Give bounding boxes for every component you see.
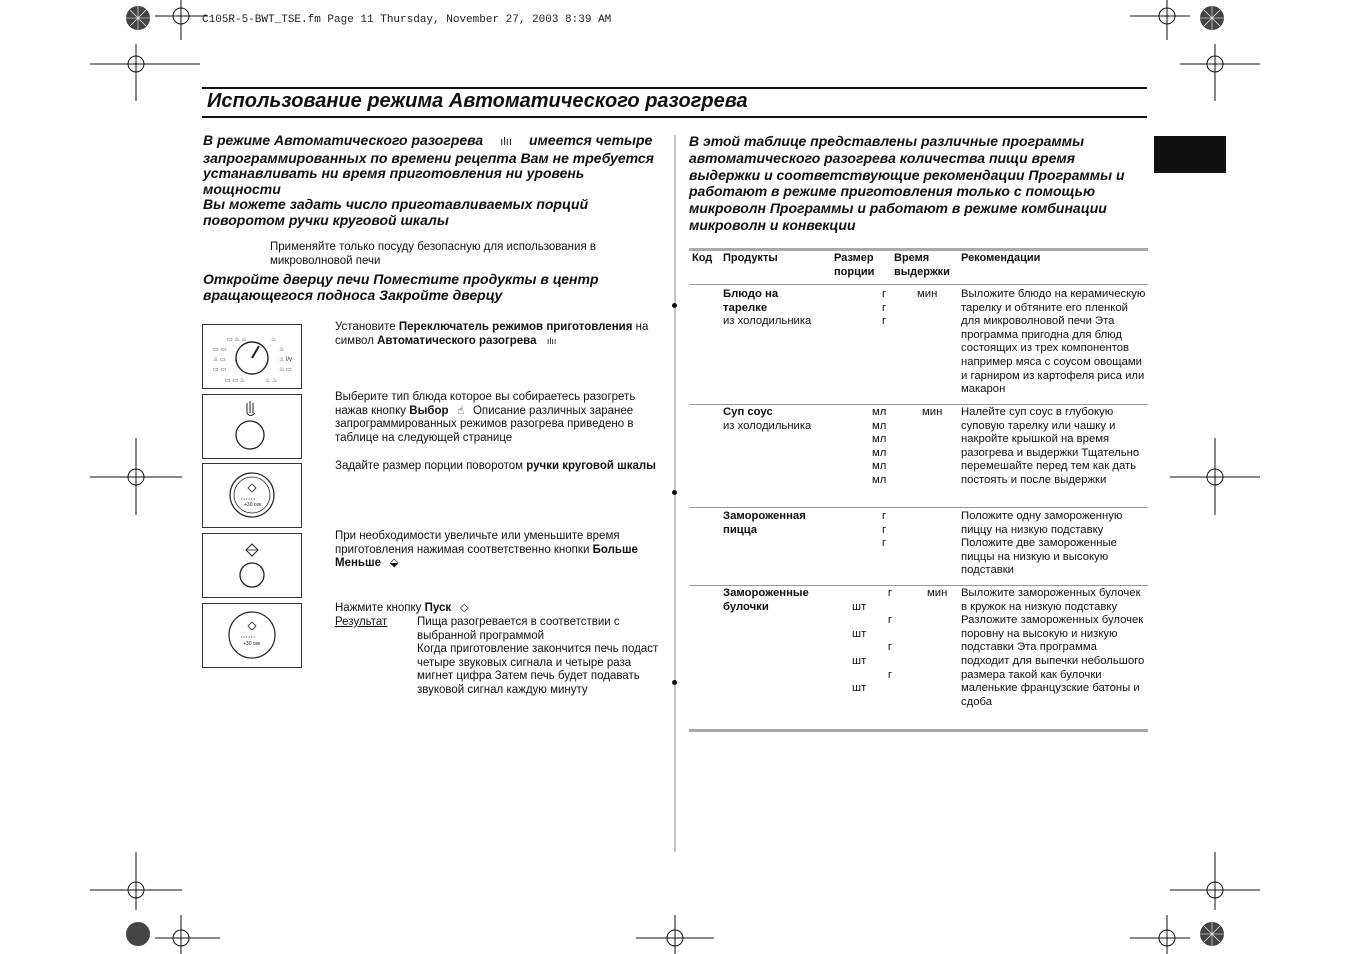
intro-text-1: В режиме Автоматического разогрева: [203, 132, 484, 148]
start-button-illustration: [202, 603, 302, 668]
row3-product: [723, 510, 823, 537]
step2-text-2: Описание различных заранее запрограммированных режимов разогрева приведено в таблице на следующей странице: [335, 404, 634, 444]
auto-reheat-icon: ılıı: [546, 335, 557, 346]
start-button-icon: [203, 604, 301, 667]
step-2: [335, 391, 660, 445]
col-header-standing: Время выдержки: [894, 252, 950, 278]
svg-text:+30 сек: +30 сек: [244, 502, 262, 508]
row4-size: шт: [852, 682, 867, 695]
row4-time: мин: [927, 587, 948, 599]
svg-text:▭ ♨ ♨: ▭ ♨ ♨: [227, 337, 247, 343]
result-label: Результат: [335, 616, 388, 628]
step5-text: Нажмите кнопку: [335, 602, 425, 614]
row2-size: мл: [872, 406, 887, 418]
row4-size: шт: [852, 654, 867, 667]
row1-size: г: [882, 315, 887, 328]
svg-text:+30 сек: +30 сек: [243, 641, 261, 647]
row2-size: мл: [872, 446, 887, 459]
dial-knob-icon: [203, 464, 301, 527]
row1-sizes: [882, 288, 886, 329]
svg-text:▭ ▭: ▭ ▭: [213, 347, 227, 353]
svg-text:♨: ♨: [279, 347, 285, 353]
step-1: [335, 321, 660, 348]
col-header-product: Продукты: [723, 252, 778, 264]
file-header: C105R-5-BWT_TSE.fm Page 11 Thursday, November 27, 2003 8:39 AM: [202, 14, 612, 26]
step4-more-label: Больше: [592, 543, 638, 556]
row4-recommendation: Выложите замороженных булочек в кружок на низкую подставку Разложите замороженных булочек поровну на высокую и низкую подставки Эта программа подходит для выпечки небольшого размера такой как булочки маленькие французские батоны и сдоба: [961, 587, 1145, 708]
row3-size: г: [882, 510, 887, 522]
step-5: [335, 602, 660, 616]
row2-product: [723, 406, 823, 433]
col-header-portion: Размер порции: [834, 252, 875, 278]
row3-sizes: [882, 510, 886, 551]
step4-less-label: Меньше: [335, 557, 381, 570]
row4-size: г: [887, 587, 892, 599]
select-button-icon: [203, 395, 301, 458]
col-header-code: Код: [692, 252, 713, 264]
row2-size: мл: [872, 419, 887, 432]
svg-text:▭ ▭ ♨: ▭ ▭ ♨: [225, 378, 246, 384]
row4-product-name: Замороженные булочки: [723, 587, 809, 613]
row3-size: г: [882, 537, 887, 550]
margin-dot: [672, 490, 677, 495]
step4-text: При необходимости увеличьте или уменьшите время приготовления нажимая соответственно кнопки: [335, 530, 620, 556]
section-tab: [1154, 136, 1226, 173]
row4-product: [723, 587, 823, 614]
step2-text: Выберите тип блюда которое вы собираетесь разогреть нажав кнопку: [335, 391, 636, 417]
row2-time: мин: [922, 406, 943, 418]
margin-dot: [672, 303, 677, 308]
row4-size: шт: [852, 600, 867, 613]
note-text: Применяйте только посуду безопасную для использования в микроволновой печи: [270, 241, 596, 267]
select-button-illustration: [202, 394, 302, 459]
row2-product-note: из холодильника: [723, 419, 812, 432]
header-rule: [689, 284, 1148, 285]
row-rule: [689, 404, 1148, 405]
right-intro: В этой таблице представлены различные программы автоматического разогрева количества пищи время выдержки и соответствующие рекомендации Программы и работают в режиме приготовления только с помощью микроволн Программы и работают в режиме комбинации микроволн и конвекции: [689, 133, 1125, 233]
row4-size: г: [887, 641, 892, 654]
svg-text:♨ ▭: ♨ ▭: [213, 357, 226, 363]
step1-text: Установите: [335, 321, 399, 333]
table-bottom-rule: [689, 729, 1148, 732]
svg-text:♨ l/v: ♨ l/v: [279, 357, 293, 363]
margin-dot: [672, 680, 677, 685]
svg-text:• • • • • •: • • • • • •: [241, 634, 255, 639]
row4-size: г: [887, 614, 892, 627]
step1-auto-reheat: Автоматического разогрева: [377, 334, 537, 347]
row1-time: мин: [917, 288, 938, 300]
dial-knob-illustration: [202, 463, 302, 528]
page-title: Использование режима Автоматического разогрева: [207, 90, 748, 112]
row4-sizes: [852, 587, 892, 696]
row1-recommendation: Выложите блюдо на керамическую тарелку и обтяните его пленкой для микроволновой печи Эта программа пригодна для блюд состоящих из трех компонентов например мяса с соусом овощами и гарниром из картофеля риса или макарон: [961, 288, 1146, 396]
row2-recommendation: Налейте суп соус в глубокую суповую тарелку или чашку и накройте крышкой на время разогрева и выдержки Тщательно перемешайте перед тем как дать постоять и после выдержки: [961, 406, 1140, 486]
more-less-button-icon: [203, 534, 301, 597]
svg-text:♨: ♨: [271, 337, 277, 343]
title-rule-top: [202, 87, 1147, 89]
row2-size: мл: [872, 433, 887, 446]
row2-sizes: [872, 406, 886, 488]
row3-recommendation: Положите одну замороженную пиццу на низкую подставку Положите две замороженные пиццы на низкую и высокую подставки: [961, 510, 1123, 577]
svg-text:▭ ▭: ▭ ▭: [213, 367, 227, 373]
step2-select-label: Выбор: [409, 404, 449, 417]
step-4: [335, 530, 660, 571]
svg-text:♨ ♨: ♨ ♨: [265, 378, 278, 384]
auto-reheat-icon: ılıı: [500, 136, 512, 148]
row1-product-note: из холодильника: [723, 315, 812, 328]
svg-text:• • • • • •: • • • • • •: [241, 496, 255, 501]
row2-size: мл: [872, 473, 887, 486]
more-less-icon: ⬙: [389, 557, 399, 570]
open-door-instruction: Откройте дверцу печи Поместите продукты в центр вращающегося подноса Закройте дверцу: [203, 271, 599, 303]
left-intro: [203, 133, 658, 228]
start-icon: ◇: [459, 602, 469, 614]
step1-text-2: на символ: [335, 321, 649, 347]
step-3: [335, 460, 660, 474]
row3-size: г: [882, 523, 887, 536]
row1-size: г: [882, 288, 887, 300]
row-rule: [689, 507, 1148, 508]
mode-selector-illustration: [202, 324, 302, 389]
mode-dial-icon: [203, 325, 301, 388]
row4-size: шт: [852, 627, 867, 640]
result-text: [417, 616, 660, 698]
row1-product-name: Блюдо на тарелке: [723, 288, 779, 314]
step1-mode-selector: Переключатель режимов приготовления: [398, 321, 633, 333]
hand-press-icon: ☝: [457, 404, 465, 417]
row3-product-name: Замороженная пицца: [723, 510, 806, 536]
row4-size: г: [887, 668, 892, 681]
more-less-illustration: [202, 533, 302, 598]
title-rule-bottom: [202, 116, 1147, 118]
intro-text-3: Вы можете задать число приготавливаемых порций поворотом ручки круговой шкалы: [203, 196, 589, 228]
row2-product-name: Суп соус: [723, 406, 773, 418]
intro-text-2: имеется четыре запрограммированных по времени рецепта Вам не требуется устанавливать ни время приготовления ни уровень мощности: [203, 132, 654, 197]
row1-product: [723, 288, 823, 329]
step5-start-label: Пуск: [424, 602, 452, 614]
result-line-1: Пища разогревается в соответствии с выбранной программой: [417, 616, 620, 642]
col-header-recommendations: Рекомендации: [961, 252, 1041, 264]
row2-size: мл: [872, 460, 887, 473]
row-rule: [689, 585, 1148, 586]
step3-dial-label: ручки круговой шкалы: [526, 460, 656, 472]
step3-text: Задайте размер порции поворотом: [335, 460, 527, 472]
result-line-2: Когда приготовление закончится печь подаст четыре звуковых сигнала и четыре раза мигнет цифра Затем печь будет подавать звуковой сигнал каждую минуту: [417, 643, 659, 696]
svg-text:♨ ▭: ♨ ▭: [279, 367, 292, 373]
row1-size: г: [882, 301, 887, 314]
